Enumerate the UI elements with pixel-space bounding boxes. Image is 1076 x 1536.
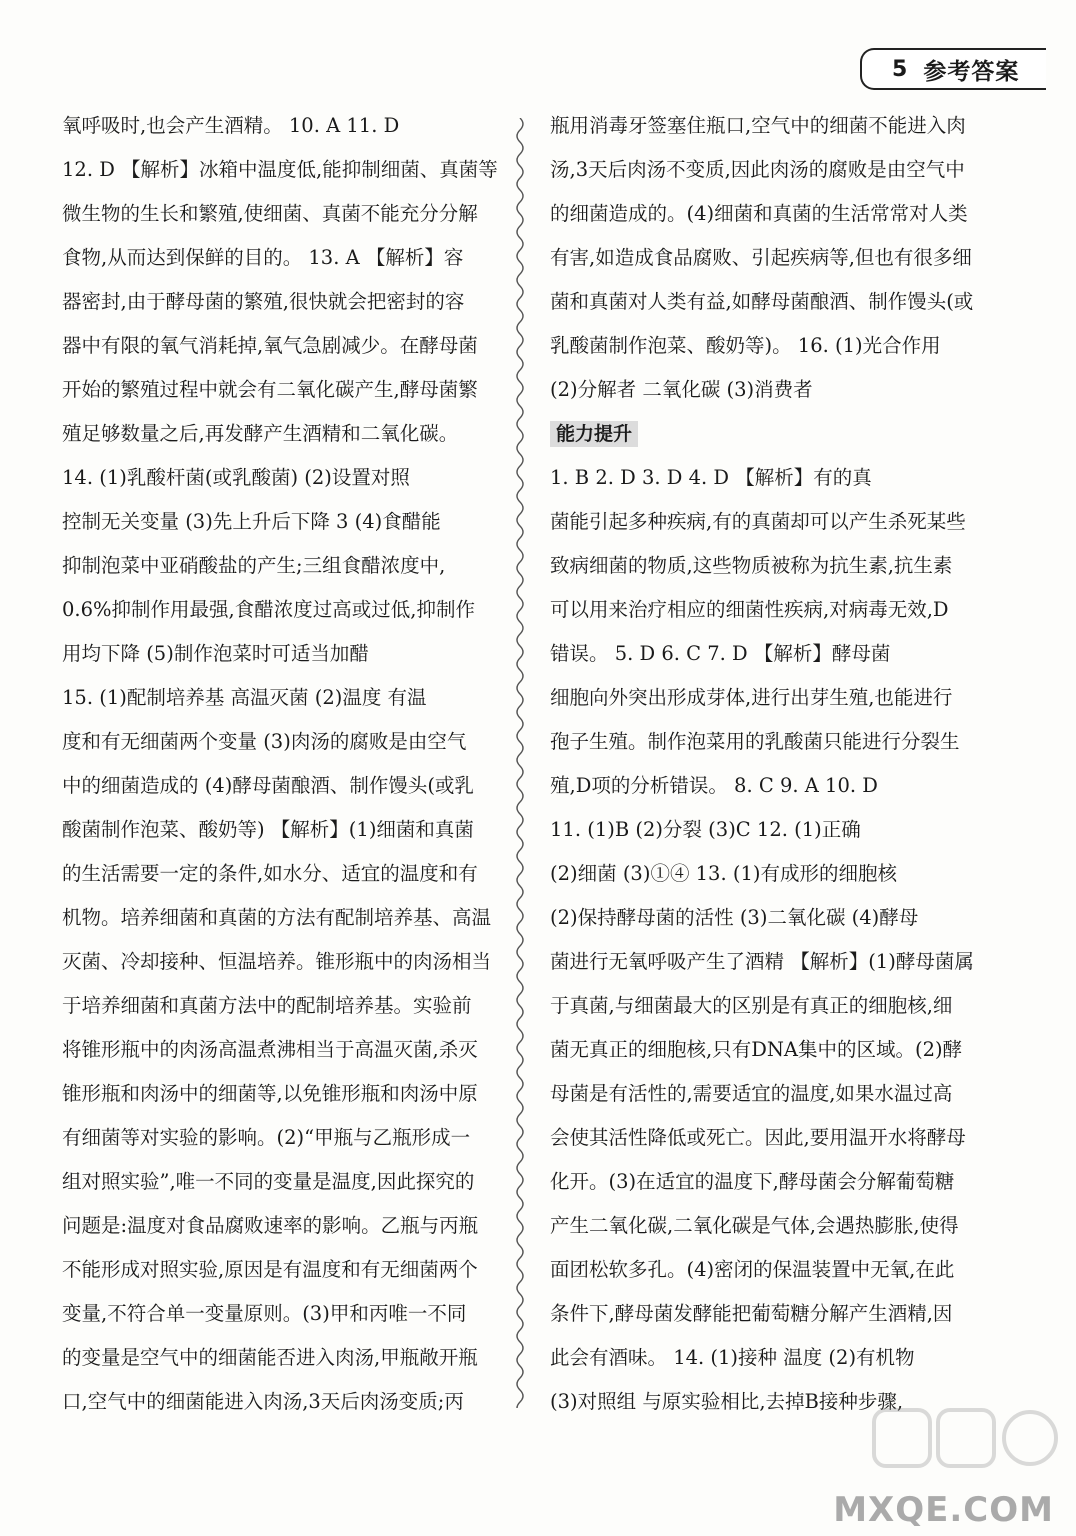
text-line: 于真菌,与细菌最大的区别是有真正的细胞核,细: [550, 994, 953, 1017]
text-line: 14. (1)乳酸杆菌(或乳酸菌) (2)设置对照: [62, 466, 410, 489]
text-line: (2)保持酵母菌的活性 (3)二氧化碳 (4)酵母: [550, 906, 919, 929]
text-line: (3)对照组 与原实验相比,去掉B接种步骤,: [550, 1390, 904, 1413]
text-line: 12. D 【解析】冰箱中温度低,能抑制细菌、真菌等: [62, 158, 498, 181]
text-line: 母菌是有活性的,需要适宜的温度,如果水温过高: [550, 1082, 953, 1105]
text-line: 汤,3天后肉汤不变质,因此肉汤的腐败是由空气中: [550, 158, 965, 181]
text-line: 0.6%抑制作用最强,食醋浓度过高或过低,抑制作: [62, 598, 475, 621]
text-line: 器密封,由于酵母菌的繁殖,很快就会把密封的容: [62, 290, 465, 313]
section-label: 能力提升: [550, 421, 638, 447]
text-line: 的生活需要一定的条件,如水分、适宜的温度和有: [62, 862, 478, 885]
text-line: 15. (1)配制培养基 高温灭菌 (2)温度 有温: [62, 686, 427, 709]
left-column: [62, 104, 498, 1424]
text-line: 化开。(3)在适宜的温度下,酵母菌会分解葡萄糖: [550, 1170, 955, 1193]
text-line: 瓶用消毒牙签塞住瓶口,空气中的细菌不能进入肉: [550, 114, 966, 137]
right-column-bottom: [550, 456, 982, 1424]
text-line: 菌进行无氧呼吸产生了酒精 【解析】(1)酵母菌属: [550, 950, 974, 973]
page-number: 5: [892, 56, 908, 82]
text-line: 问题是:温度对食品腐败速率的影响。乙瓶与丙瓶: [62, 1214, 479, 1237]
text-line: 的细菌造成的。(4)细菌和真菌的生活常常对人类: [550, 202, 968, 225]
text-line: 控制无关变量 (3)先上升后下降 3 (4)食醋能: [62, 510, 441, 533]
text-line: 氧呼吸时,也会产生酒精。 10. A 11. D: [62, 114, 400, 137]
text-line: 可以用来治疗相应的细菌性疾病,对病毒无效,D: [550, 598, 949, 621]
text-line: 1. B 2. D 3. D 4. D 【解析】有的真: [550, 466, 872, 489]
text-line: 菌和真菌对人类有益,如酵母菌酿酒、制作馒头(或: [550, 290, 974, 313]
text-line: 口,空气中的细菌能进入肉汤,3天后肉汤变质;丙: [62, 1390, 464, 1413]
text-line: 食物,从而达到保鲜的目的。 13. A 【解析】容: [62, 246, 464, 269]
text-line: 11. (1)B (2)分裂 (3)C 12. (1)正确: [550, 818, 861, 841]
right-column-top: [550, 104, 982, 412]
text-line: 于培养细菌和真菌方法中的配制培养基。实验前: [62, 994, 472, 1017]
text-line: 致病细菌的物质,这些物质被称为抗生素,抗生素: [550, 554, 953, 577]
section-header: [550, 412, 982, 456]
right-column: [550, 104, 982, 1424]
text-line: 错误。 5. D 6. C 7. D 【解析】酵母菌: [550, 642, 891, 665]
text-line: (2)分解者 二氧化碳 (3)消费者: [550, 378, 813, 401]
text-line: 会使其活性降低或死亡。因此,要用温开水将酵母: [550, 1126, 966, 1149]
text-line: 殖,D项的分析错误。 8. C 9. A 10. D: [550, 774, 878, 797]
text-line: 不能形成对照实验,原因是有温度和有无细菌两个: [62, 1258, 478, 1281]
text-line: 开始的繁殖过程中就会有二氧化碳产生,酵母菌繁: [62, 378, 478, 401]
text-line: 用均下降 (5)制作泡菜时可适当加醋: [62, 642, 369, 665]
text-line: 菌能引起多种疾病,有的真菌却可以产生杀死某些: [550, 510, 966, 533]
text-line: 菌无真正的细胞核,只有DNA集中的区域。(2)酵: [550, 1038, 963, 1061]
text-line: 殖足够数量之后,再发酵产生酒精和二氧化碳。: [62, 422, 459, 445]
text-line: 度和有无细菌两个变量 (3)肉汤的腐败是由空气: [62, 730, 467, 753]
text-line: 有害,如造成食品腐败、引起疾病等,但也有很多细: [550, 246, 972, 269]
page-title: 参考答案: [923, 58, 1020, 85]
text-line: 变量,不符合单一变量原则。(3)甲和丙唯一不同: [62, 1302, 467, 1325]
text-line: 中的细菌造成的 (4)酵母菌酿酒、制作馒头(或乳: [62, 774, 474, 797]
column-divider: [512, 118, 528, 1408]
text-line: 器中有限的氧气消耗掉,氧气急剧减少。在酵母菌: [62, 334, 478, 357]
header-tab: [860, 48, 1046, 90]
watermark-text: MXQE.COM: [833, 1490, 1054, 1530]
text-line: 组对照实验”,唯一不同的变量是温度,因此探究的: [62, 1170, 475, 1193]
text-line: 产生二氧化碳,二氧化碳是气体,会遇热膨胀,使得: [550, 1214, 959, 1237]
text-line: 锥形瓶和肉汤中的细菌等,以免锥形瓶和肉汤中原: [62, 1082, 478, 1105]
text-line: 灭菌、冷却接种、恒温培养。锥形瓶中的肉汤相当: [62, 950, 492, 973]
text-line: 此会有酒味。 14. (1)接种 温度 (2)有机物: [550, 1346, 915, 1369]
text-line: (2)细菌 (3)①④ 13. (1)有成形的细胞核: [550, 862, 897, 885]
text-line: 抑制泡菜中亚硝酸盐的产生;三组食醋浓度中,: [62, 554, 446, 577]
text-line: 孢子生殖。制作泡菜用的乳酸菌只能进行分裂生: [550, 730, 960, 753]
text-line: 酸菌制作泡菜、酸奶等) 【解析】(1)细菌和真菌: [62, 818, 474, 841]
text-line: 的变量是空气中的细菌能否进入肉汤,甲瓶敞开瓶: [62, 1346, 478, 1369]
text-line: 机物。培养细菌和真菌的方法有配制培养基、高温: [62, 906, 492, 929]
text-line: 微生物的生长和繁殖,使细菌、真菌不能充分分解: [62, 202, 478, 225]
text-line: 条件下,酵母菌发酵能把葡萄糖分解产生酒精,因: [550, 1302, 953, 1325]
text-line: 乳酸菌制作泡菜、酸奶等)。 16. (1)光合作用: [550, 334, 941, 357]
text-line: 将锥形瓶中的肉汤高温煮沸相当于高温灭菌,杀灭: [62, 1038, 478, 1061]
text-line: 有细菌等对实验的影响。(2)“甲瓶与乙瓶形成一: [62, 1126, 471, 1149]
text-line: 细胞向外突出形成芽体,进行出芽生殖,也能进行: [550, 686, 953, 709]
text-line: 面团松软多孔。(4)密闭的保温装置中无氧,在此: [550, 1258, 955, 1281]
